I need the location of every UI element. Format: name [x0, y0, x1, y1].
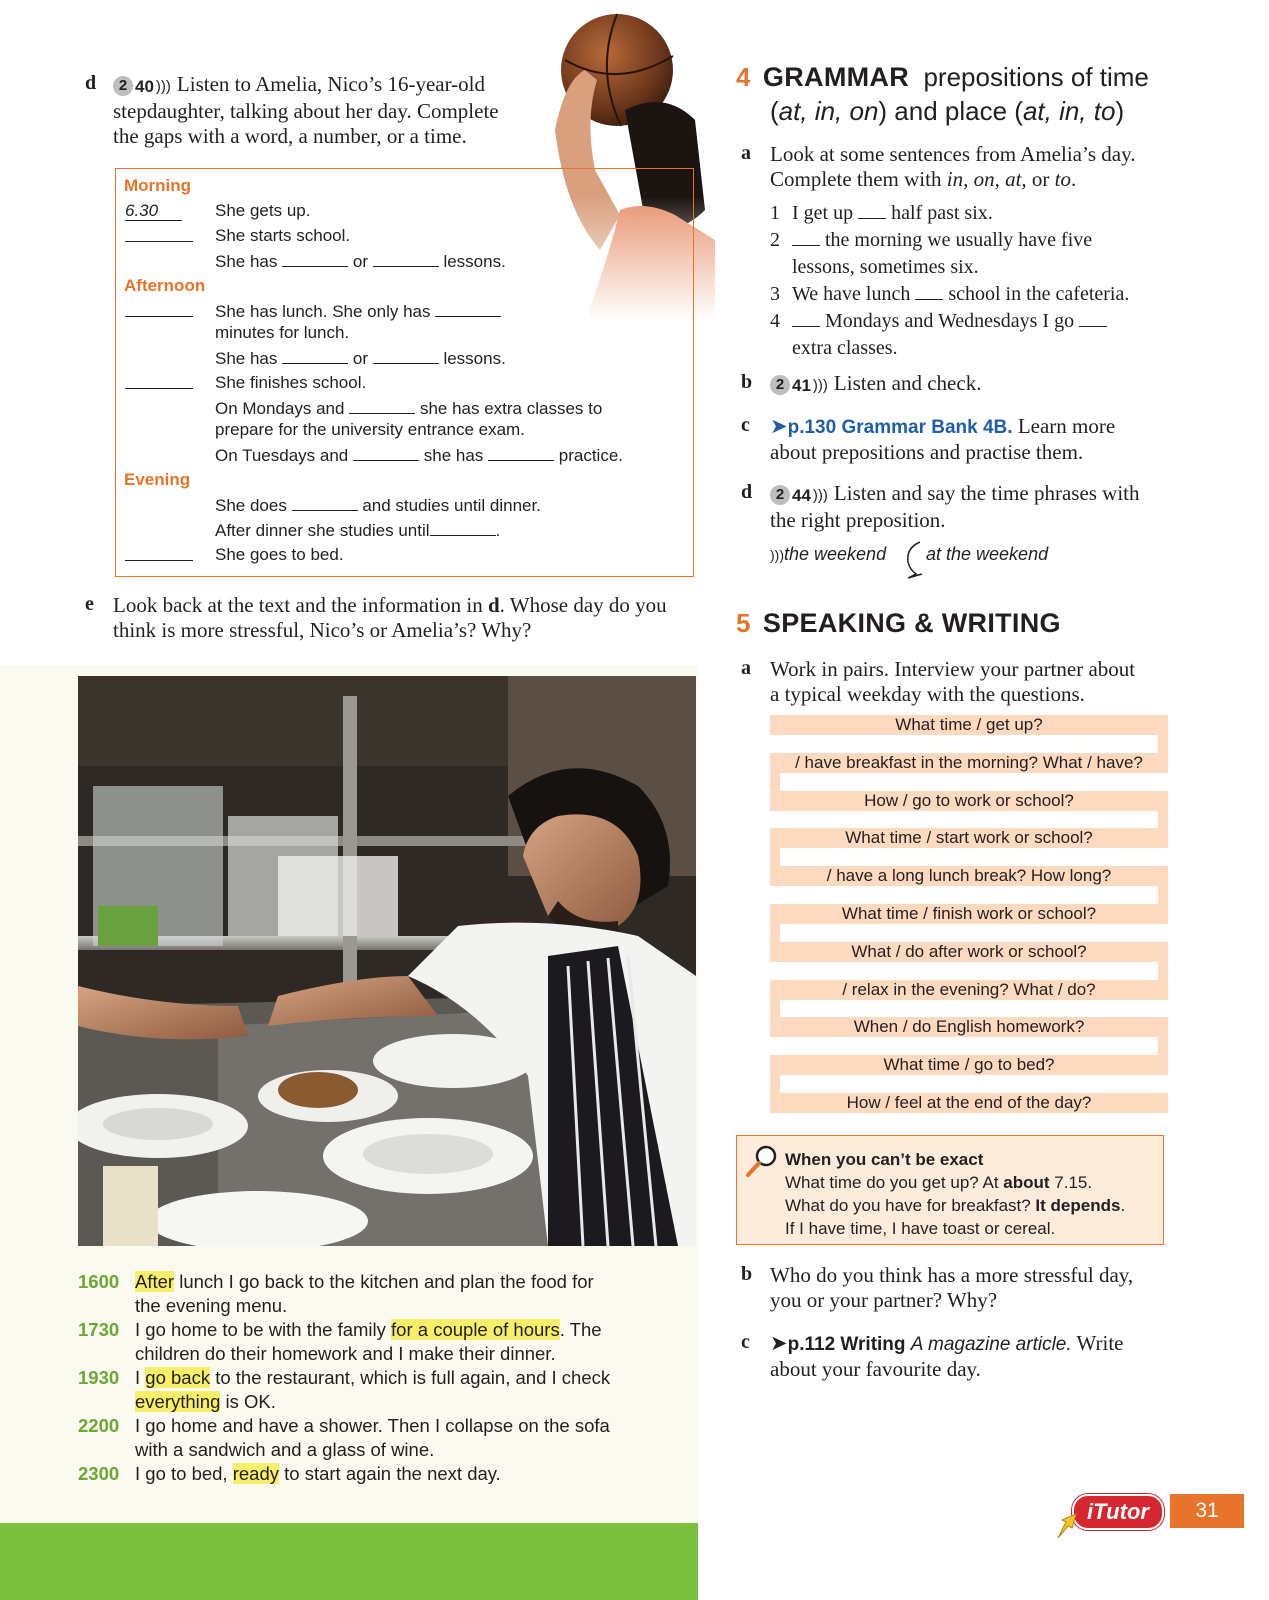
answer-gap[interactable] — [373, 348, 439, 364]
text: I — [135, 1367, 146, 1388]
audio-badge[interactable] — [113, 74, 171, 99]
text: with a sandwich and a glass of wine. — [135, 1439, 435, 1460]
exercise-4c-letter: c — [741, 414, 750, 436]
item-number: 2 — [770, 229, 780, 251]
item-number: 3 — [770, 283, 780, 305]
answer-gap[interactable] — [858, 203, 886, 219]
example-answer — [125, 201, 182, 221]
example-time: 6.30 — [125, 201, 182, 221]
text: to the restaurant, which is full again, and I check — [210, 1367, 611, 1388]
highlighted-phrase: ready — [232, 1463, 279, 1484]
time-gap[interactable] — [125, 226, 193, 247]
list-item — [770, 227, 1170, 281]
text: She has — [215, 349, 278, 368]
schedule-line: She gets up. — [215, 201, 311, 220]
tip-box — [736, 1135, 1164, 1245]
exercise-4a-instructions — [770, 142, 1170, 192]
audio-track-number: 41 — [792, 375, 811, 395]
section-title: SPEAKING & WRITING — [762, 608, 1061, 638]
text: extra classes. — [792, 337, 898, 359]
text: . — [495, 521, 501, 540]
exercise-e-letter: e — [85, 593, 94, 615]
text: or — [352, 349, 368, 368]
text: Complete them with — [770, 167, 947, 191]
text: in, on, at, — [946, 167, 1027, 191]
text: What time do you get up? At — [785, 1173, 1004, 1192]
writing-link[interactable]: p.112 Writing — [787, 1334, 906, 1355]
schedule-line — [215, 398, 602, 419]
audio-cd-number: 2 — [770, 485, 790, 505]
list-item — [770, 200, 1170, 227]
example-answer: at the weekend — [926, 544, 1049, 564]
text: If I have time, I have toast or cereal. — [785, 1219, 1056, 1238]
instruction-line: Listen to Amelia, Nico’s 16-year-old — [176, 72, 486, 96]
text: . Whose day do you — [499, 593, 667, 617]
highlighted-phrase: for a couple of hours — [391, 1319, 560, 1340]
text: We have lunch — [792, 283, 911, 305]
entry-time: 2200 — [78, 1415, 120, 1436]
diary-entry — [78, 1462, 501, 1486]
exercise-e-text — [113, 593, 703, 643]
text: d — [487, 593, 500, 617]
text: the right preposition. — [770, 507, 946, 532]
entry-time: 1930 — [78, 1367, 120, 1388]
exercise-d-letter: d — [85, 72, 97, 94]
text: Listen and say the time phrases with — [833, 481, 1140, 505]
schedule-line — [215, 348, 506, 369]
audio-track-number: 44 — [792, 485, 811, 505]
text: She does — [215, 496, 287, 515]
audio-cd-number: 2 — [770, 375, 790, 395]
exercise-5a-instructions — [770, 657, 1170, 707]
highlighted-phrase: everything — [135, 1391, 221, 1412]
answer-gap[interactable] — [915, 284, 943, 300]
diary-entry — [78, 1414, 610, 1460]
text: she has — [423, 446, 484, 465]
audio-icon: ))) — [155, 77, 171, 95]
text: Look at some sentences from Amelia’s day. — [770, 142, 1136, 166]
text: about your favourite day. — [770, 1357, 981, 1381]
answer-gap[interactable] — [488, 445, 554, 461]
text: lessons. — [443, 252, 506, 271]
text: the evening menu. — [135, 1295, 288, 1316]
text: . — [1071, 167, 1077, 191]
text: After dinner she studies until — [215, 521, 430, 540]
diary-entry — [78, 1270, 594, 1316]
text: about — [1003, 1173, 1050, 1192]
entry-time: 1730 — [78, 1319, 120, 1340]
text: Write — [1076, 1331, 1124, 1355]
exercise-5b-letter: b — [741, 1263, 753, 1285]
answer-gap[interactable] — [792, 311, 820, 327]
text: On Mondays and — [215, 399, 345, 418]
text: lessons, sometimes six. — [792, 256, 979, 278]
schedule-line — [215, 495, 541, 516]
text: On Tuesdays and — [215, 446, 349, 465]
text: What do you have for breakfast? — [785, 1196, 1036, 1215]
question-item: / have a long lunch break? How long? — [770, 866, 1168, 886]
exercise-d-instructions — [113, 72, 543, 149]
tip-title: When you can’t be exact — [785, 1150, 984, 1169]
question-item: What time / start work or school? — [770, 828, 1168, 848]
exercise-4d-letter: d — [741, 481, 753, 503]
text: at, in, to — [1022, 96, 1116, 126]
section-number: 4 — [736, 62, 751, 92]
schedule-line — [215, 520, 500, 541]
audio-track-number: 40 — [135, 76, 154, 96]
chef-kitchen-photo — [78, 676, 696, 1246]
schedule-line: She starts school. — [215, 226, 351, 245]
exercise-4a-items — [770, 200, 1170, 362]
audio-cd-number: 2 — [113, 76, 133, 96]
text: I go home and have a shower. Then I collapse on the sofa — [135, 1415, 610, 1436]
text: She has — [215, 252, 278, 271]
exercise-5c-letter: c — [741, 1331, 750, 1353]
audio-badge[interactable] — [770, 373, 828, 398]
text: practice. — [558, 446, 623, 465]
time-gap[interactable] — [125, 301, 193, 322]
list-item — [770, 281, 1170, 308]
section-subtitle: prepositions of time — [923, 62, 1149, 92]
exercise-4b-instructions — [770, 371, 981, 398]
audio-icon: ))) — [812, 486, 828, 504]
text: half past six. — [891, 202, 993, 224]
exercise-4c-instructions — [770, 414, 1170, 465]
answer-gap[interactable] — [282, 251, 348, 267]
magnifier-icon — [745, 1144, 779, 1178]
question-item: How / go to work or school? — [770, 791, 1168, 811]
instruction-line: stepdaughter, talking about her day. Complete — [113, 98, 499, 123]
text: Work in pairs. Interview your partner about — [770, 657, 1136, 681]
schedule-line: She finishes school. — [215, 373, 367, 392]
exercise-5b-instructions — [770, 1263, 1170, 1313]
text: the morning we usually have five — [825, 229, 1093, 251]
morning-heading: Morning — [124, 176, 192, 195]
text: It depends — [1035, 1196, 1121, 1215]
page-number: 31 — [1170, 1494, 1244, 1528]
question-item: / relax in the evening? What / do? — [770, 980, 1168, 1000]
highlighted-phrase: After — [135, 1271, 175, 1292]
schedule-line — [215, 445, 623, 466]
text: . — [1120, 1196, 1126, 1215]
text: Learn more — [1017, 414, 1116, 438]
section-5-heading — [736, 608, 1061, 639]
time-gap[interactable] — [125, 373, 193, 394]
cursor-arrow-icon — [1056, 1512, 1084, 1540]
diary-entry — [78, 1318, 602, 1364]
text: is OK. — [220, 1391, 276, 1412]
answer-gap[interactable] — [435, 301, 501, 317]
answer-gap[interactable] — [282, 348, 348, 364]
text: A magazine article. — [910, 1334, 1072, 1355]
diary-entry — [78, 1366, 611, 1412]
list-item — [770, 308, 1170, 362]
answer-gap[interactable] — [373, 251, 439, 267]
audio-icon: ))) — [812, 376, 828, 394]
question-item: How / feel at the end of the day? — [770, 1093, 1168, 1113]
green-bar — [0, 1523, 698, 1600]
text: I go home to be with the family — [135, 1319, 392, 1340]
arrow-icon: ➤ — [770, 1331, 788, 1355]
text: to — [1054, 167, 1071, 191]
answer-gap[interactable] — [349, 398, 415, 414]
grammar-bank-link[interactable]: p.130 Grammar Bank 4B. — [787, 417, 1013, 438]
exercise-4a-letter: a — [741, 142, 751, 164]
question-item: What time / go to bed? — [770, 1055, 1168, 1075]
text: you or your partner? Why? — [770, 1288, 998, 1312]
tip-content — [785, 1148, 1125, 1240]
section-4-heading — [736, 62, 1149, 93]
question-item: What time / finish work or school? — [770, 904, 1168, 924]
text: 7.15. — [1049, 1173, 1093, 1192]
schedule-line — [215, 251, 506, 272]
answer-gap[interactable] — [292, 495, 358, 511]
audio-badge[interactable] — [770, 483, 828, 508]
arrow-icon: ➤ — [770, 414, 788, 438]
item-number: 1 — [770, 202, 780, 224]
time-gap[interactable] — [125, 545, 193, 566]
schedule-line: She goes to bed. — [215, 545, 344, 564]
exercise-4b-letter: b — [741, 371, 753, 393]
section-4-subtitle-line — [770, 96, 1124, 127]
schedule-box — [115, 168, 694, 577]
text: lunch I go back to the kitchen and plan the food for — [174, 1271, 594, 1292]
exercise-5c-instructions — [770, 1331, 1170, 1382]
text: at, in, on — [778, 96, 879, 126]
question-item: / have breakfast in the morning? What / have? — [770, 753, 1168, 773]
schedule-line: minutes for lunch. — [215, 323, 350, 342]
question-item: When / do English homework? — [770, 1017, 1168, 1037]
evening-heading: Evening — [124, 470, 191, 489]
itutor-button[interactable] — [1072, 1494, 1164, 1530]
instruction-line: the gaps with a word, a number, or a time. — [113, 123, 467, 148]
text: she has extra classes to — [419, 399, 603, 418]
text: ( — [770, 96, 779, 126]
text: Mondays and Wednesdays I go — [825, 310, 1075, 332]
text: children do their homework and I make their dinner. — [135, 1343, 556, 1364]
text: Look back at the text and the information in — [113, 593, 488, 617]
text: She has lunch. She only has — [215, 302, 431, 321]
question-item: What / do after work or school? — [770, 942, 1168, 962]
text: to start again the next day. — [279, 1463, 501, 1484]
text: . The — [559, 1319, 602, 1340]
text: or — [352, 252, 368, 271]
exercise-4d-instructions — [770, 481, 1170, 533]
text: and studies until dinner. — [362, 496, 541, 515]
answer-gap[interactable] — [1079, 311, 1107, 327]
exercise-5a-letter: a — [741, 657, 751, 679]
text: I go to bed, — [135, 1463, 233, 1484]
text: Who do you think has a more stressful day, — [770, 1263, 1134, 1287]
answer-gap[interactable] — [353, 445, 419, 461]
item-number: 4 — [770, 310, 780, 332]
answer-gap[interactable] — [430, 520, 496, 536]
afternoon-heading: Afternoon — [124, 276, 206, 295]
answer-gap[interactable] — [792, 230, 820, 246]
text: school in the cafeteria. — [948, 283, 1130, 305]
entry-time: 1600 — [78, 1271, 120, 1292]
text: think is more stressful, Nico’s or Amelia’s? Why? — [113, 618, 532, 642]
highlighted-phrase: go back — [145, 1367, 211, 1388]
text: ) and place ( — [878, 96, 1023, 126]
section-title: GRAMMAR — [762, 62, 909, 92]
text: Listen and check. — [833, 371, 982, 395]
section-number: 5 — [736, 608, 751, 638]
text: a typical weekday with the questions. — [770, 682, 1085, 706]
text: lessons. — [443, 349, 506, 368]
example-prompt: the weekend — [784, 544, 887, 564]
example-phrase — [770, 544, 886, 565]
question-item: What time / get up? — [770, 715, 1168, 735]
schedule-line: prepare for the university entrance exam. — [215, 420, 525, 439]
text: I get up — [792, 202, 854, 224]
itutor-label: iTutor — [1087, 1499, 1149, 1524]
text: ) — [1115, 96, 1125, 126]
entry-time: 2300 — [78, 1463, 120, 1484]
text: about prepositions and practise them. — [770, 440, 1084, 464]
text: or — [1026, 167, 1055, 191]
schedule-line — [215, 301, 501, 322]
audio-icon: ))) — [770, 547, 784, 563]
